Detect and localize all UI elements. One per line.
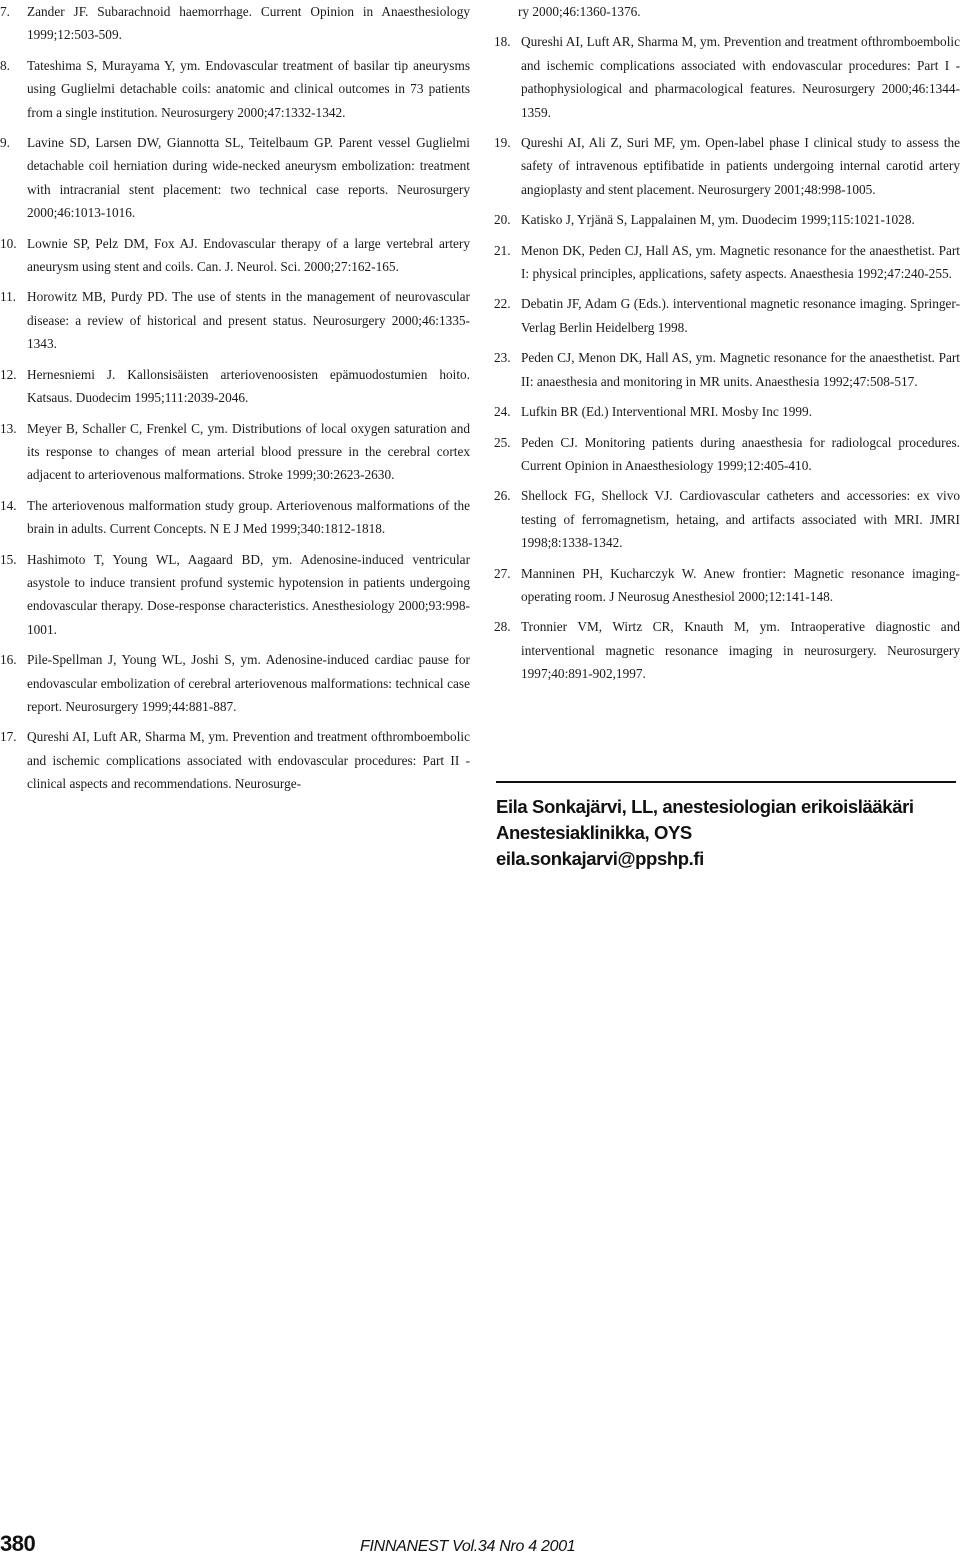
reference-item — [0, 725, 470, 795]
reference-column-left — [0, 0, 470, 803]
reference-text: Meyer B, Schaller C, Frenkel C, ym. Distributions of local oxygen saturation and its response to changes of mean arterial blood pressure in the cerebral cortex adjacent to arteriovenous malformations. Stroke 1999;30:2623-2630. — [27, 420, 470, 483]
reference-continuation — [494, 0, 960, 23]
reference-item — [0, 417, 470, 487]
reference-item — [494, 239, 960, 286]
reference-column-right — [494, 0, 960, 693]
reference-number: 14. — [0, 497, 17, 513]
reference-number: 7. — [0, 4, 10, 19]
reference-text: Katisko J, Yrjänä S, Lappalainen M, ym. Duodecim 1999;115:1021-1028. — [521, 212, 915, 228]
reference-number: 22. — [494, 296, 511, 312]
reference-number: 24. — [494, 404, 511, 420]
reference-item — [494, 400, 960, 423]
reference-item — [0, 548, 470, 642]
reference-item — [494, 346, 960, 393]
reference-item — [0, 285, 470, 355]
reference-number: 17. — [0, 729, 17, 745]
reference-text: Hashimoto T, Young WL, Aagaard BD, ym. Adenosine-induced ventricular asystole to induce transient profund systemic hypotension in patients undergoing endovascular therapy. Dose-response characteristics. Anesthesiology 2000;93:998-1001. — [27, 551, 470, 637]
reference-number: 15. — [0, 551, 17, 567]
reference-text: Shellock FG, Shellock VJ. Cardiovascular catheters and accessories: ex vivo testing of ferromagnetism, hetaing, and artifacts associated with MRI. JMRI 1998;8:1338-1342. — [521, 488, 960, 551]
reference-text: Qureshi AI, Luft AR, Sharma M, ym. Prevention and treatment ofthromboembolic and ischemic complications associated with endovascular procedures: Part I - pathophysiological and pharmacological features. Neurosurgery 2000;46:1344-1359. — [521, 34, 960, 120]
author-signature — [496, 794, 960, 872]
reference-number: 12. — [0, 366, 17, 382]
reference-item — [494, 431, 960, 478]
reference-item — [0, 0, 470, 47]
reference-text: Menon DK, Peden CJ, Hall AS, ym. Magnetic resonance for the anaesthetist. Part I: physical principles, applications, safety aspects. Anaesthesia 1992;47:240-255. — [521, 242, 960, 282]
reference-number: 8. — [0, 57, 10, 73]
reference-item — [0, 54, 470, 124]
reference-text: Hernesniemi J. Kallonsisäisten arteriovenoosisten epämuodostumien hoito. Katsaus. Duodecim 1995;111:2039-2046. — [27, 366, 470, 406]
reference-number: 18. — [494, 34, 511, 50]
author-department: Anestesiaklinikka, OYS — [496, 822, 692, 843]
reference-text: Lufkin BR (Ed.) Interventional MRI. Mosby Inc 1999. — [521, 404, 813, 420]
reference-number: 25. — [494, 434, 511, 450]
reference-text: Peden CJ. Monitoring patients during anaesthesia for radiologcal procedures. Current Opinion in Anaesthesiology 1999;12:405-410. — [521, 434, 960, 473]
reference-text: The arteriovenous malformation study group. Arteriovenous malformations of the brain in adults. Current Concepts. N E J Med 1999;340:1812-1818. — [27, 497, 470, 537]
reference-text: Tateshima S, Murayama Y, ym. Endovascular treatment of basilar tip aneurysms using Guglielmi detachable coils: anatomic and clinical outcomes in 73 patients from a single institution. Neurosurgery 2000;47:1332-1342. — [27, 57, 470, 120]
signature-divider — [496, 781, 956, 783]
reference-number: 19. — [494, 135, 511, 151]
reference-number: 10. — [0, 235, 17, 251]
reference-text: Peden CJ, Menon DK, Hall AS, ym. Magnetic resonance for the anaesthetist. Part II: anaesthesia and monitoring in MR units. Anaesthesia 1992;47:508-517. — [521, 350, 960, 389]
reference-text: Qureshi AI, Ali Z, Suri MF, ym. Open-label phase I clinical study to assess the safety of intravenous eptifibatide in patients undergoing internal carotid artery angioplasty and stent placement. Neurosurgery 2001;48:998-1005. — [521, 135, 960, 197]
reference-item — [494, 131, 960, 201]
journal-footer: FINNANEST Vol.34 Nro 4 2001 — [360, 1538, 576, 1555]
reference-list-left — [0, 0, 470, 796]
reference-number: 16. — [0, 652, 17, 668]
reference-item — [494, 484, 960, 554]
reference-text: Horowitz MB, Purdy PD. The use of stents in the management of neurovascular disease: a review of historical and present status. Neurosurgery 2000;46:1335-1343. — [27, 289, 470, 352]
author-email: eila.sonkajarvi@ppshp.fi — [496, 848, 704, 869]
reference-number: 21. — [494, 242, 511, 258]
reference-text: Lownie SP, Pelz DM, Fox AJ. Endovascular therapy of a large vertebral artery aneurysm using stent and coils. Can. J. Neurol. Sci. 2000;27:162-165. — [27, 235, 470, 275]
reference-number: 23. — [494, 350, 511, 366]
reference-item — [0, 494, 470, 541]
author-name-title: Eila Sonkajärvi, LL, anestesiologian erikoislääkäri — [496, 796, 914, 817]
reference-number: 28. — [494, 619, 511, 635]
reference-text: Manninen PH, Kucharczyk W. Anew frontier: Magnetic resonance imaging-operating room. J Neurosug Anesthesiol 2000;12:141-148. — [521, 565, 960, 604]
reference-text: Tronnier VM, Wirtz CR, Knauth M, ym. Intraoperative diagnostic and interventional magnetic resonance imaging in neurosurgery. Neurosurgery 1997;40:891-902,1997. — [521, 619, 960, 682]
reference-number: 20. — [494, 212, 511, 228]
reference-text: Debatin JF, Adam G (Eds.). interventional magnetic resonance imaging. Springer-Verlag Berlin Heidelberg 1998. — [521, 296, 960, 335]
reference-number: 9. — [0, 135, 10, 151]
reference-list-right — [494, 0, 960, 686]
reference-text: Pile-Spellman J, Young WL, Joshi S, ym. Adenosine-induced cardiac pause for endovascular embolization of cerebral arteriovenous malformations: technical case report. Neurosurgery 1999;44:881-887. — [27, 652, 470, 714]
reference-text: Lavine SD, Larsen DW, Giannotta SL, Teitelbaum GP. Parent vessel Guglielmi detachable coil herniation during wide-necked aneurysm embolization: treatment with intracranial stent placement: two technical case reports. Neurosurgery 2000;46:1013-1016. — [27, 135, 470, 221]
reference-item — [0, 363, 470, 410]
reference-text: Zander JF. Subarachnoid haemorrhage. Current Opinion in Anaesthesiology 1999;12:503-509. — [27, 4, 470, 43]
reference-item — [0, 648, 470, 718]
reference-number: 26. — [494, 488, 511, 504]
reference-item — [494, 562, 960, 609]
reference-item — [0, 232, 470, 279]
reference-item — [0, 131, 470, 225]
reference-item — [494, 208, 960, 231]
reference-number: 13. — [0, 420, 17, 436]
reference-item — [494, 30, 960, 124]
reference-item — [494, 292, 960, 339]
reference-continuation-text: ry 2000;46:1360-1376. — [518, 4, 641, 19]
reference-number: 11. — [0, 289, 17, 305]
reference-item — [494, 615, 960, 685]
page-number: 380 — [0, 1531, 36, 1556]
reference-text: Qureshi AI, Luft AR, Sharma M, ym. Prevention and treatment ofthromboembolic and ischemic complications associated with endovascular procedures: Part II - clinical aspects and recommendations. Neurosurge- — [27, 729, 470, 792]
reference-number: 27. — [494, 565, 511, 581]
